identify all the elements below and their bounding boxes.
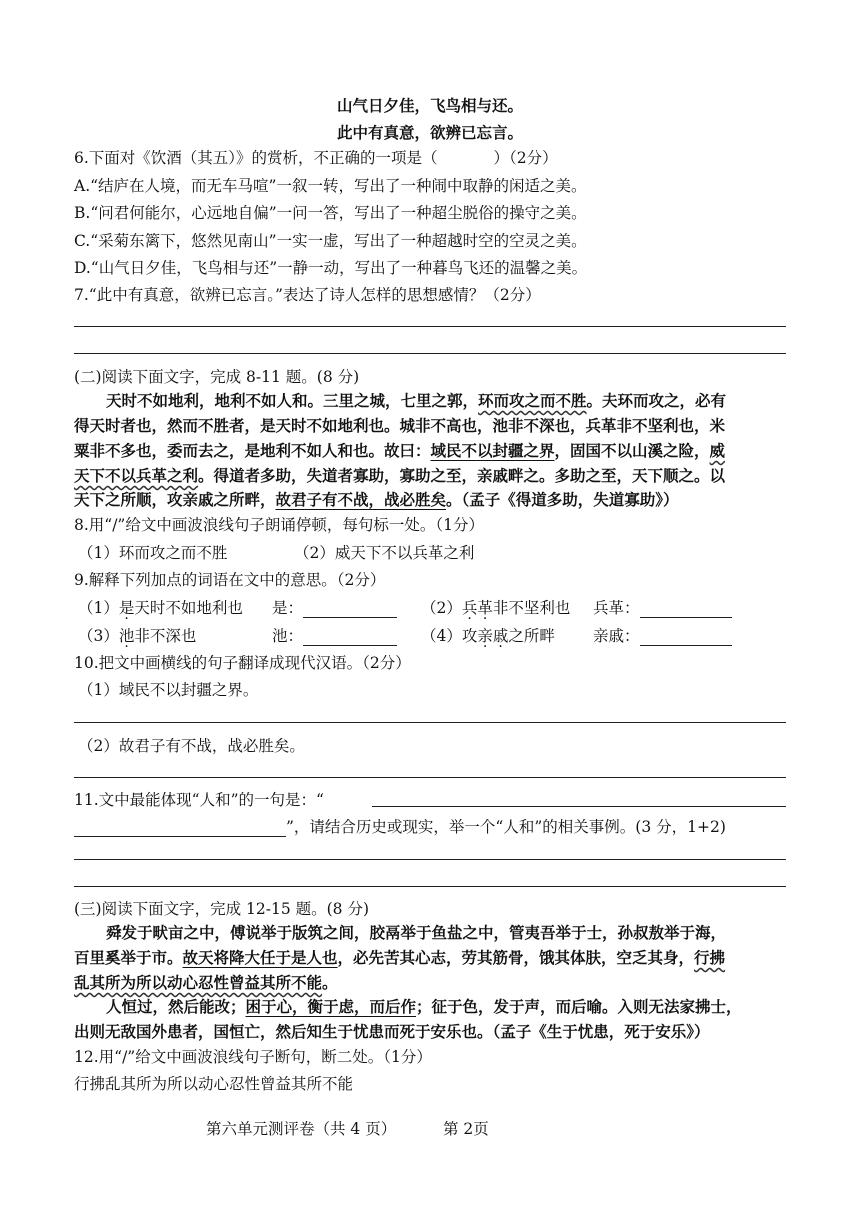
q10-stem: 10.把文中画横线的句子翻译成现代汉语。（2分）: [74, 654, 411, 672]
sec3-passage-line-5: 出则无敌国外患者，国恒亡，然后知生于忧患而死于安乐也。（孟子《生于忧患，死于安乐》）: [74, 1022, 710, 1041]
q6-option-c: C.“采菊东篱下，悠然见南山”一实一虚，写出了一种超越时空的空灵之美。: [74, 232, 587, 250]
q9-item-3-text: 非不深也: [134, 627, 197, 645]
q9-item-4-label: 亲戚：: [593, 627, 640, 645]
q6-stem-close: ）（2分）: [493, 149, 558, 167]
sec3-underlined-sentence-2: 困于心，衡于虑，而后作: [245, 997, 417, 1016]
sec3-text: ；征于色，发于声，而后喻。入则无法家拂士，: [416, 997, 742, 1016]
section-3-heading: (三)阅读下面文字，完成 12-15 题。(8 分): [74, 900, 370, 918]
sec2-source: 。（孟子《得道多助，失道寡助》）: [446, 490, 679, 509]
q9-item-1-blank[interactable]: [303, 601, 397, 618]
q8-item-1: （1）环而攻之而不胜: [78, 544, 228, 562]
sec2-underlined-sentence-1: 域民不以封疆之界: [430, 441, 555, 460]
q9-item-3-blank[interactable]: [303, 629, 397, 646]
q10-answer-line-2[interactable]: [74, 777, 786, 778]
q6-option-d: D.“山气日夕佳，飞鸟相与还”一静一动，写出了一种暮鸟飞还的温馨之美。: [74, 259, 588, 277]
sec3-text: 人恒过，然后能改；: [106, 997, 246, 1016]
q9-item-3-num: （3）: [78, 627, 119, 645]
poem-line-1: 山气日夕佳，飞鸟相与还。: [336, 96, 523, 115]
sec3-passage-line-1: 舜发于畎亩之中，傅说举于版筑之间，胶鬲举于鱼盐之中，管夷吾举于士，孙叔敖举于海，: [106, 923, 727, 942]
q9-item-2-text: 非不坚利也: [492, 599, 571, 617]
q7-answer-line-2[interactable]: [74, 353, 786, 354]
sec2-passage-line-1: [106, 391, 726, 411]
poem-line-2: 此中有真意，欲辨已忘言。: [336, 123, 523, 142]
sec2-wavy-sentence-2-end: 天下不以兵革之利: [74, 466, 199, 485]
sec3-passage-line-4: [106, 997, 742, 1017]
q12-item: 行拂乱其所为所以动心忍性曾益其所不能: [74, 1075, 354, 1093]
q8-items: [78, 543, 474, 563]
q6-option-b: B.“问君何能尔，心远地自偏”一问一答，写出了一种超尘脱俗的操守之美。: [74, 204, 587, 222]
q9-stem: 9.解释下列加点的词语在文中的意思。（2分）: [74, 571, 386, 589]
sec2-wavy-sentence-1: 环而攻之而不胜: [478, 391, 587, 410]
q9-item-1-num: （1）: [78, 599, 119, 617]
q9-item-4-dotted: 亲: [477, 627, 493, 645]
q9-item-4-blank[interactable]: [640, 629, 732, 646]
q11-stem: [74, 790, 324, 810]
q9-item-2-num: （2）: [421, 599, 462, 617]
q9-item-4-dotted: 戚: [492, 627, 509, 645]
footer-exam-title: 第六单元测评卷（共 4 页）: [206, 1120, 397, 1138]
sec2-text: 天时不如地利，地利不如人和。三里之城，七里之郭，: [106, 391, 479, 410]
sec2-text: 天下之所顺，攻亲戚之所畔，: [74, 490, 276, 509]
sec3-text: 百里奚举于市。: [74, 948, 183, 967]
section-2-heading: (二)阅读下面文字，完成 8-11 题。(8 分): [74, 368, 360, 386]
sec2-passage-line-3: [74, 441, 725, 461]
sec2-passage-line-2: 得天时者也，然而不胜者，是天时不如地利也。城非不高也，池非不深也，兵革非不坚利也，米: [74, 416, 726, 435]
sec2-text: 。夫环而攻之，必有: [586, 391, 727, 410]
q9-item-2-dotted: 革: [477, 599, 493, 617]
sec2-text: 粟非不多也，委而去之，是地利不如人和也。故曰：: [74, 441, 431, 460]
q8-stem: 8.用“/”给文中画波浪线句子朗诵停顿，每句标一处。（1分）: [74, 516, 484, 534]
q11-answer-line-2[interactable]: [74, 886, 786, 887]
sec2-wavy-sentence-2-start: 威: [709, 441, 726, 460]
q7-stem: 7.“此中有真意，欲辨已忘言。”表达了诗人怎样的思想感情？（2分）: [74, 286, 541, 304]
footer-page-number: 第 2页: [443, 1120, 489, 1138]
sec2-passage-line-5: [74, 490, 679, 510]
sec2-text: ，固国不以山溪之险，: [554, 441, 710, 460]
q9-item-1-text: 天时不如地利也: [134, 599, 243, 617]
q11-stem-tail: ”，请结合历史或现实，举一个“人和”的相关事例。(3 分，1+2): [286, 818, 726, 836]
q9-item-4-num: （4）攻: [421, 627, 478, 645]
sec3-wavy-sentence-end: 乱其所为所以动心忍性曾益其所不能: [74, 973, 323, 992]
q10-item-2: （2）故君子有不战，战必胜矣。: [78, 737, 305, 755]
sec3-text: 。: [322, 973, 338, 992]
q11-stem-text: 11.文中最能体现“人和”的一句是：“: [74, 791, 324, 809]
sec3-passage-line-3: [74, 973, 338, 993]
q8-item-2: （2）威天下不以兵革之利: [294, 544, 475, 562]
q9-item-2-blank[interactable]: [640, 601, 732, 618]
q11-answer-line-1[interactable]: [74, 859, 786, 860]
q9-item-2-dotted: 兵: [461, 599, 478, 617]
q9-item-1-label: 是：: [272, 599, 304, 617]
q6-option-a: A.“结庐在人境，而无车马喧”一叙一转，写出了一种闹中取静的闲适之美。: [74, 177, 587, 195]
sec2-passage-line-4: [74, 466, 725, 486]
sec3-passage-line-2: [74, 948, 725, 968]
sec3-text: ，必先苦其心志，劳其筋骨，饿其体肤，空乏其身，: [337, 948, 695, 967]
q9-item-4-text: 之所畔: [508, 627, 555, 645]
q6-answer-blank[interactable]: [438, 152, 494, 168]
q10-answer-line-1[interactable]: [74, 722, 786, 723]
q9-item-2-label: 兵革：: [593, 599, 640, 617]
q6-stem-text: 6.下面对《饮酒（其五）》的赏析，不正确的一项是（: [74, 149, 438, 167]
q10-item-1: （1）域民不以封疆之界。: [78, 681, 259, 699]
q12-stem: 12.用“/”给文中画波浪线句子断句，断二处。（1分）: [74, 1048, 432, 1066]
q11-answer-blank-2[interactable]: [74, 820, 286, 837]
q9-item-3-label: 池：: [272, 627, 304, 645]
sec2-text: 。得道者多助，失道者寡助，寡助之至，亲戚畔之。多助之至，天下顺之。以: [198, 466, 726, 485]
q6-stem: [74, 148, 558, 168]
q9-item-3-dotted: 池: [118, 627, 135, 645]
q9-row-2: [78, 626, 732, 646]
q11-line-2: [74, 817, 726, 837]
q11-answer-blank-1[interactable]: [372, 806, 786, 807]
q7-answer-line-1[interactable]: [74, 326, 786, 327]
sec2-underlined-sentence-2: 故君子有不战，战必胜矣: [275, 490, 447, 509]
q9-item-1-dotted: 是: [118, 599, 135, 617]
q9-row-1: [78, 598, 732, 618]
sec3-wavy-sentence-start: 行拂: [694, 948, 726, 967]
sec3-underlined-sentence-1: 故天将降大任于是人也: [182, 948, 338, 967]
